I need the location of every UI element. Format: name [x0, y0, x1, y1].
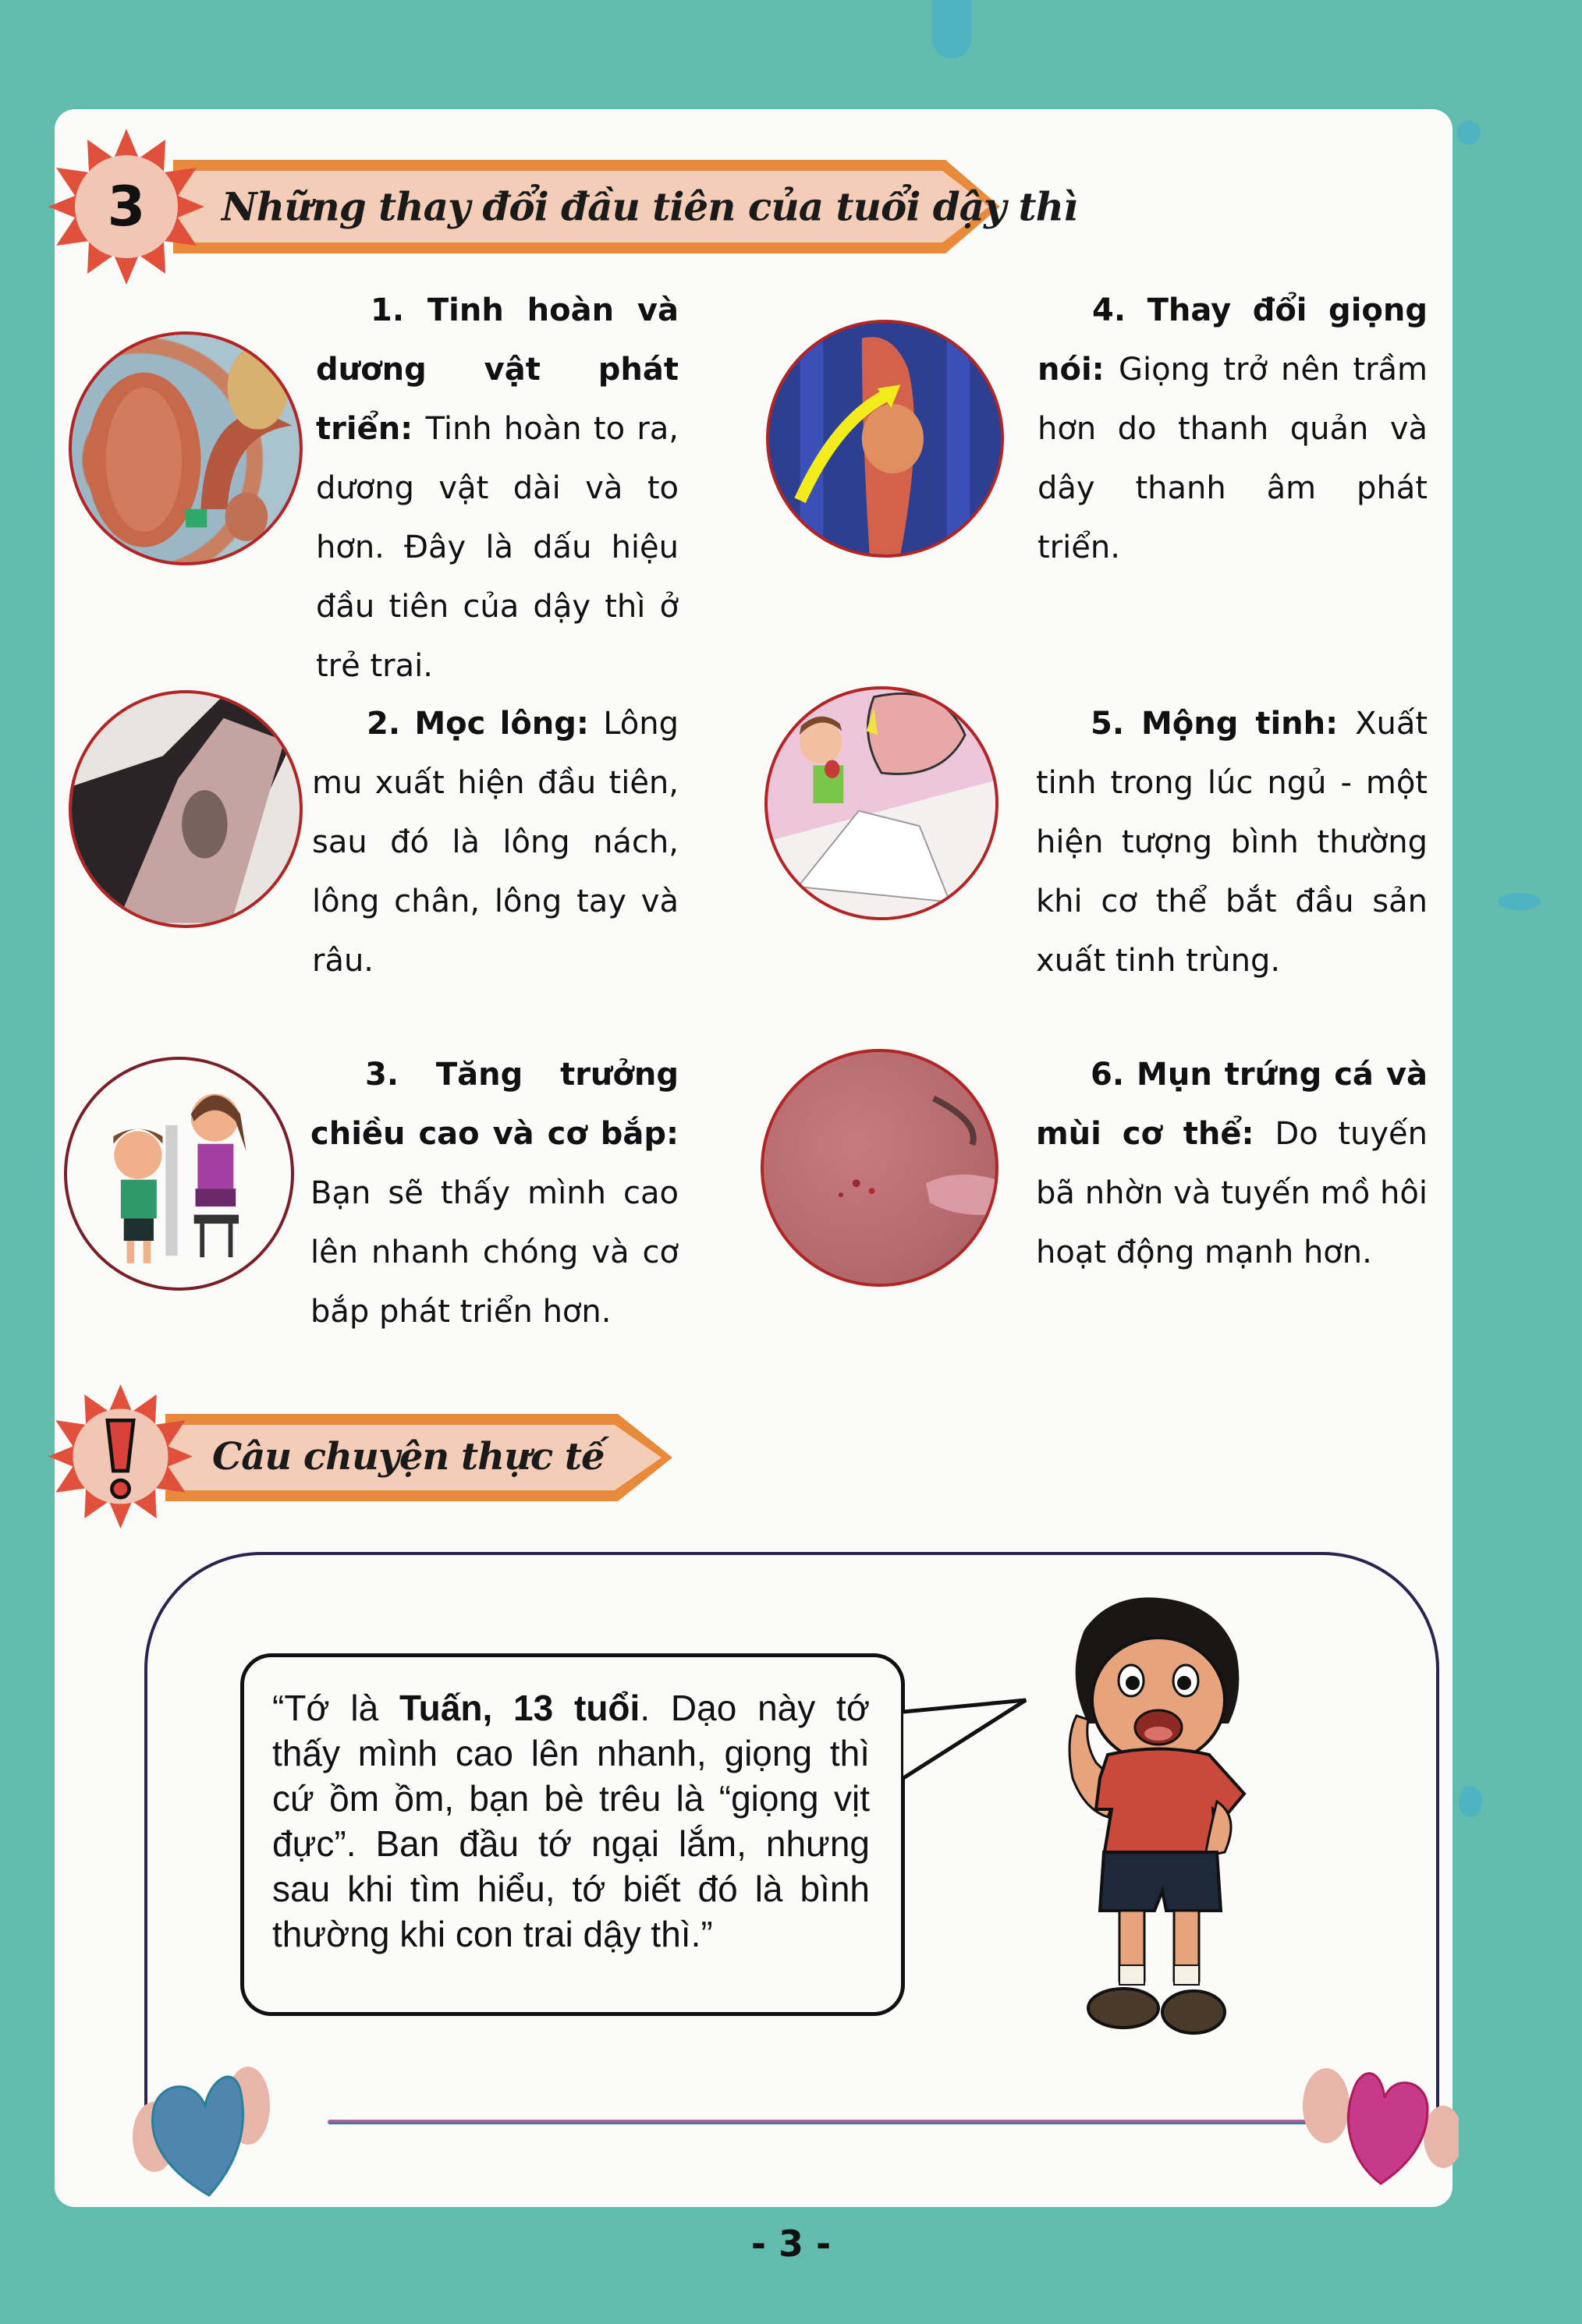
blue-heart-wings-icon	[131, 2051, 287, 2199]
item-2-image	[69, 690, 303, 928]
item-4-image	[766, 320, 1004, 558]
speech-bubble-tail	[897, 1692, 1030, 1817]
item-5-body: Xuất tinh trong lúc ngủ - một hiện tượng bình thường khi cơ thể bắt đầu sản xuất tinh trùng.	[1036, 706, 1428, 979]
item-1-number: 1.	[371, 292, 427, 328]
item-2-number: 2.	[367, 706, 415, 742]
item-5-image	[764, 686, 999, 920]
item-1-heading: Tinh hoàn và dương vật phát triển:	[316, 292, 679, 447]
item-3-text	[310, 1045, 679, 1341]
kids-height-icon	[67, 1060, 291, 1288]
pink-heart-wings-icon	[1295, 2051, 1459, 2191]
decor-dot	[1459, 1786, 1482, 1817]
item-6-image	[761, 1049, 999, 1287]
armpit-photo-icon	[72, 693, 300, 925]
alert-badge	[48, 1384, 193, 1529]
quote-rest: . Dạo này tớ thấy mình cao lên nhanh, giọng thì cứ ồm ồm, bạn bè trêu là “giọng vịt đực”. Ban đầu tớ ngại lắm, nhưng sau khi tìm hiểu, tớ biết đó là bình thường khi con trai dậy thì.”	[272, 1688, 870, 1954]
decor-dot	[1457, 121, 1481, 144]
quote-open: “Tớ là	[272, 1688, 399, 1728]
testis-anatomy-icon	[72, 335, 300, 562]
badge-number: 3	[107, 175, 146, 239]
larynx-anatomy-icon	[769, 323, 1001, 554]
item-6-body: Do tuyến bã nhờn và tuyến mồ hôi hoạt động mạnh hơn.	[1036, 1116, 1428, 1270]
item-3-heading: Tăng trưởng chiều cao và cơ bắp:	[310, 1057, 679, 1152]
section-title: Câu chuyện thực tế	[212, 1434, 605, 1479]
item-6-number: 6.	[1091, 1057, 1137, 1093]
section-title: Những thay đổi đầu tiên của tuổi dậy thì	[222, 183, 1077, 230]
item-6-heading: Mụn trứng cá và mùi cơ thể:	[1036, 1057, 1428, 1152]
item-5-text	[1036, 694, 1428, 990]
item-6-text	[1036, 1045, 1428, 1282]
ribbon-line	[328, 2120, 1342, 2124]
item-4-body: Giọng trở nên trầm hơn do thanh quản và dây thanh âm phát triển.	[1038, 352, 1428, 565]
decor-dot	[1498, 893, 1541, 910]
quote-name: Tuấn, 13 tuổi	[399, 1688, 640, 1728]
item-1-body: Tinh hoàn to ra, dương vật dài và to hơn. Đây là dấu hiệu đầu tiên của dậy thì ở trẻ trai.	[316, 411, 679, 684]
item-2-body: Lông mu xuất hiện đầu tiên, sau đó là lông nách, lông chân, lông tay và râu.	[312, 706, 679, 979]
item-1-image	[69, 331, 303, 565]
section-header-first-changes	[48, 129, 1077, 285]
decor-dot	[932, 0, 971, 58]
item-4-heading: Thay đổi giọng nói:	[1038, 292, 1428, 388]
item-1-text	[316, 281, 679, 696]
item-4-number: 4.	[1092, 292, 1147, 328]
item-4-text	[1038, 281, 1428, 577]
page-number: - 3 -	[750, 2223, 832, 2265]
number-badge	[48, 129, 204, 285]
item-2-text	[312, 694, 679, 990]
item-3-body: Bạn sẽ thấy mình cao lên nhanh chóng và cơ bắp phát triển hơn.	[310, 1175, 679, 1330]
section-header-real-story	[48, 1384, 672, 1529]
boy-in-bed-icon	[768, 689, 995, 917]
item-3-image	[64, 1057, 294, 1291]
acne-face-icon	[764, 1052, 995, 1284]
item-2-heading: Mọc lông:	[414, 706, 604, 742]
item-5-number: 5.	[1091, 706, 1141, 742]
item-5-heading: Mộng tinh:	[1140, 706, 1356, 742]
speech-bubble	[240, 1653, 905, 2016]
sunburst-badge-icon	[48, 1384, 193, 1529]
item-3-number: 3.	[365, 1057, 436, 1093]
boy-tuan-character	[1041, 1583, 1275, 2059]
